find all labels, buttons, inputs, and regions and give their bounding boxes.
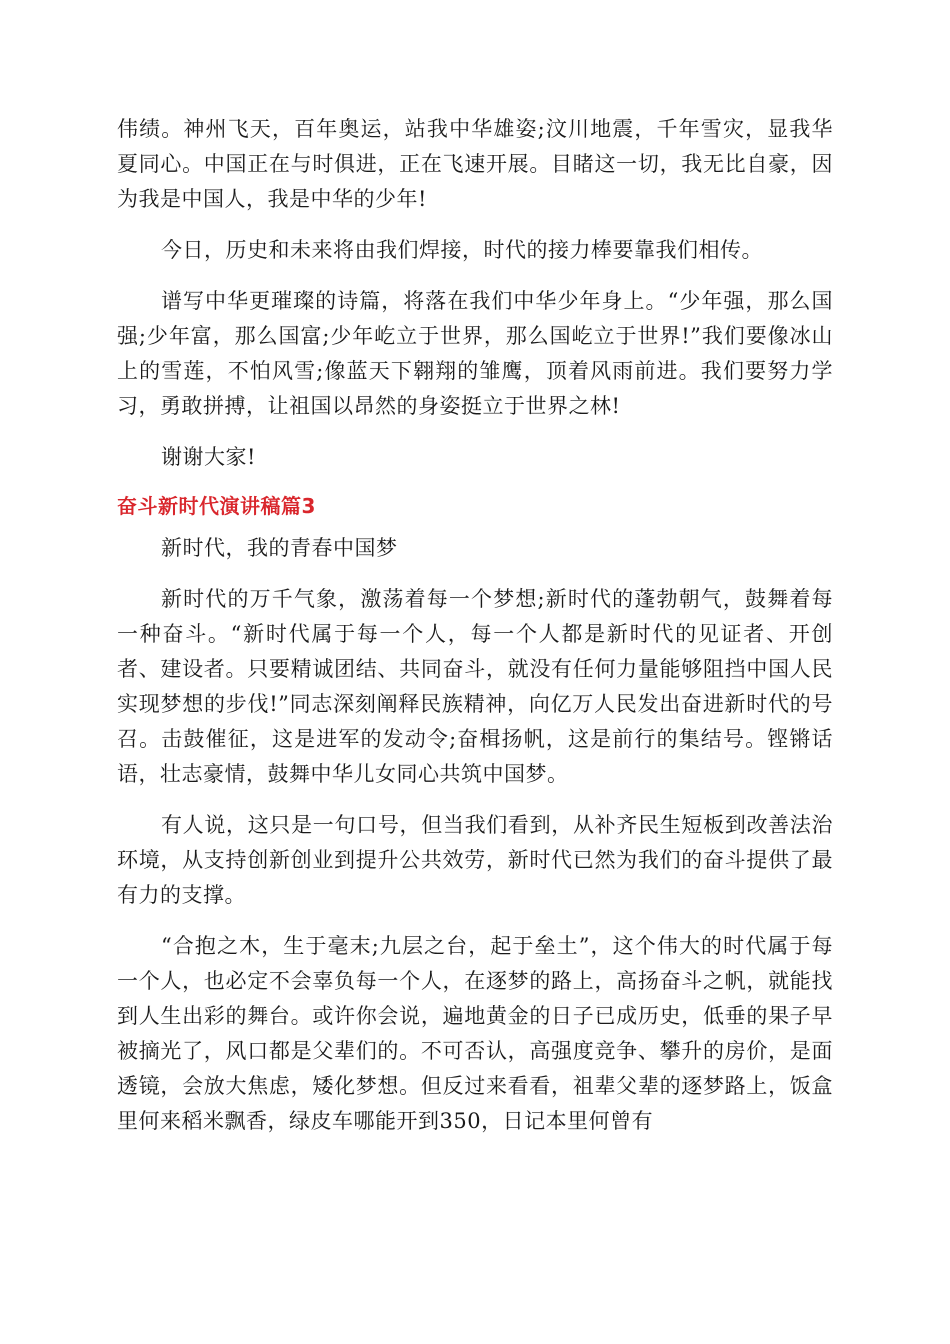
document-body [117,112,833,1155]
paragraph: 有人说，这只是一句口号，但当我们看到，从补齐民生短板到改善法治环境，从支持创新创业到提升公共效劳，新时代已然为我们的奋斗提供了最有力的支撑。 [117,813,833,907]
paragraph: 今日，历史和未来将由我们焊接，时代的接力棒要靠我们相传。 [161,238,763,262]
paragraph: 谱写中华更璀璨的诗篇，将落在我们中华少年身上。“少年强，那么国强;少年富，那么国富;少年屹立于世界，那么国屹立于世界!”我们要像冰山上的雪莲，不怕风雪;像蓝天下翱翔的雏鹰，顶着风雨前进。我们要努力学习，勇敢拼搏，让祖国以昂然的身姿挺立于世界之林! [117,289,833,418]
paragraph: “合抱之木，生于毫末;九层之台，起于垒土”，这个伟大的时代属于每一个人，也必定不会辜负每一个人，在逐梦的路上，高扬奋斗之帆，就能找到人生出彩的舞台。或许你会说，遍地黄金的日子已成历史，低垂的果子早被摘光了，风口都是父辈们的。不可否认，高强度竞争、攀升的房价，是面透镜，会放大焦虑，矮化梦想。但反过来看看，祖辈父辈的逐梦路上，饭盒里何来稻米飘香，绿皮车哪能开到350，日记本里何曾有 [117,934,833,1133]
paragraph-subtitle: 新时代，我的青春中国梦 [161,536,398,560]
paragraph-continuation: 伟绩。神州飞天，百年奥运，站我中华雄姿;汶川地震，千年雪灾，显我华夏同心。中国正在与时俱进，正在飞速开展。目睹这一切，我无比自豪，因为我是中国人，我是中华的少年! [117,117,833,211]
section-heading: 奋斗新时代演讲稿篇3 [117,494,316,518]
paragraph-closing: 谢谢大家! [161,445,256,469]
paragraph: 新时代的万千气象，激荡着每一个梦想;新时代的蓬勃朝气，鼓舞着每一种奋斗。“新时代属于每一个人，每一个人都是新时代的见证者、开创者、建设者。只要精诚团结、共同奋斗，就没有任何力量能够阻挡中国人民实现梦想的步伐!”同志深刻阐释民族精神，向亿万人民发出奋进新时代的号召。击鼓催征，这是进军的发动令;奋楫扬帆，这是前行的集结号。铿锵话语，壮志豪情，鼓舞中华儿女同心共筑中国梦。 [117,587,833,786]
